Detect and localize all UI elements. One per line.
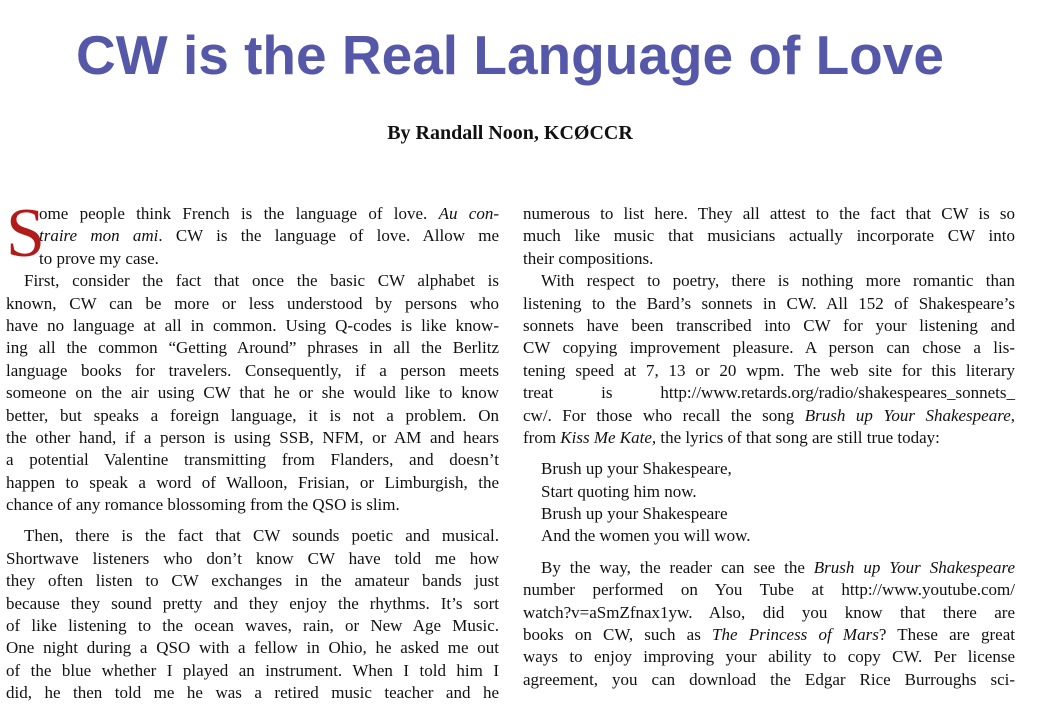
paragraph-line: happen to speak a word of Walloon, Frisian, or Limburgish, the xyxy=(6,472,499,492)
paragraph-line: language books for travelers. Consequently, if a person meets xyxy=(6,360,499,380)
paragraph-line: Then, there is the fact that CW sounds poetic and musical. xyxy=(24,526,499,546)
paragraph-line: ome people think French is the language of love. Au con- xyxy=(39,204,500,223)
paragraph-line: much like music that musicians actually incorporate CW into xyxy=(523,226,1015,246)
paragraph-line: of the blue whether I played an instrument. When I told him I xyxy=(6,660,499,680)
paragraph-line: First, consider the fact that once the basic CW alphabet is xyxy=(24,271,499,291)
paragraph-line: books on CW, such as The Princess of Mars? These are great xyxy=(523,625,1015,645)
paragraph-line: sonnets have been transcribed into CW for your listening and xyxy=(523,315,1015,335)
paragraph-line: ing all the common “Getting Around” phrases in all the Berlitz xyxy=(6,338,499,358)
paragraph-line: Shortwave listeners who don’t know CW have told me how xyxy=(6,548,499,568)
paragraph-line: treat is http://www.retards.org/radio/shakespeares_sonnets_ xyxy=(523,383,1015,403)
paragraph-line: tening speed at 7, 13 or 20 wpm. The web site for this literary xyxy=(523,360,1015,380)
paragraph-line: One night during a QSO with a fellow in Ohio, he asked me out xyxy=(6,638,499,658)
paragraph-line: CW copying improvement pleasure. A person can chose a lis- xyxy=(523,338,1015,358)
paragraph-line: listening to the Bard’s sonnets in CW. All 152 of Shakespeare’s xyxy=(523,293,1015,313)
byline: By Randall Noon, KCØCCR xyxy=(387,122,633,144)
paragraph-line: did, he then told me he was a retired music teacher and he xyxy=(6,683,499,703)
paragraph-line: numerous to list here. They all attest to the fact that CW is so xyxy=(523,204,1015,223)
paragraph-line: With respect to poetry, there is nothing more romantic than xyxy=(541,271,1015,291)
verse-line: Start quoting him now. xyxy=(541,481,697,501)
paragraph-line: By the way, the reader can see the Brush up Your Shakespeare xyxy=(541,557,1015,577)
right-column xyxy=(523,203,1015,691)
paragraph-line: because they sound pretty and they enjoy the rhythms. It’s sort xyxy=(6,593,499,613)
paragraph-line: have no language at all in common. Using Q-codes is like know- xyxy=(6,315,499,335)
paragraph-line: ways to enjoy improving your ability to copy CW. Per license xyxy=(523,647,1015,667)
paragraph-line: number performed on You Tube at http://www.youtube.com/ xyxy=(523,580,1015,600)
paragraph-line: agreement, you can download the Edgar Rice Burroughs sci- xyxy=(523,669,1015,689)
paragraph-line: a potential Valentine transmitting from Flanders, and doesn’t xyxy=(6,450,499,470)
verse-line: And the women you will wow. xyxy=(541,526,751,546)
paragraph-line: of like listening to the ocean waves, rain, or New Age Music. xyxy=(6,616,499,636)
paragraph-line: better, but speaks a foreign language, it is not a problem. On xyxy=(6,405,499,425)
paragraph-line: they often listen to CW exchanges in the amateur bands just xyxy=(6,571,499,591)
paragraph-line: someone on the air using CW that he or she would like to know xyxy=(6,383,499,403)
verse-line: Brush up your Shakespeare xyxy=(541,504,728,524)
paragraph-line: the other hand, if a person is using SSB, NFM, or AM and hears xyxy=(6,427,499,447)
article-title: CW is the Real Language of Love xyxy=(76,24,944,86)
paragraph-line: chance of any romance blossoming from the QSO is slim. xyxy=(6,495,400,515)
paragraph-line: from Kiss Me Kate, the lyrics of that song are still true today: xyxy=(523,427,940,447)
paragraph-line: their compositions. xyxy=(523,248,654,268)
paragraph-line: to prove my case. xyxy=(39,248,159,268)
paragraph-line: watch?v=aSmZfnax1yw. Also, did you know that there are xyxy=(523,602,1015,622)
paragraph-line: known, CW can be more or less understood by persons who xyxy=(6,293,499,313)
paragraph-line: cw/. For those who recall the song Brush up Your Shakespeare, xyxy=(523,405,1015,425)
paragraph-line: traire mon ami. CW is the language of love. Allow me xyxy=(39,226,499,246)
left-column xyxy=(6,195,500,705)
drop-cap: S xyxy=(6,195,45,272)
verse-line: Brush up your Shakespeare, xyxy=(541,459,732,479)
